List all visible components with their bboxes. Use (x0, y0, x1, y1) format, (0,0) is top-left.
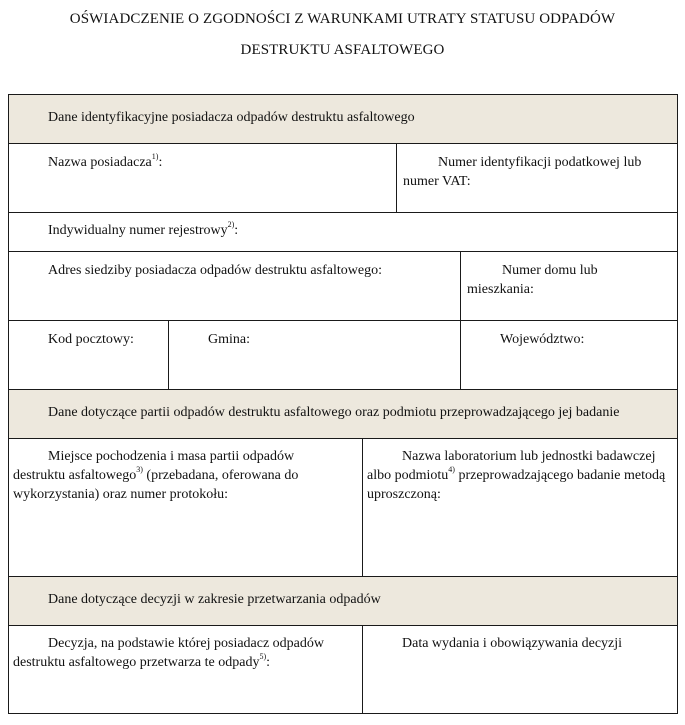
section-header-label: Dane dotyczące partii odpadów destruktu asfaltowego oraz podmiotu przeprowadzającego jej badanie (48, 405, 620, 420)
section-header-label: Dane dotyczące decyzji w zakresie przetwarzania odpadów (48, 592, 381, 607)
tax-id-field[interactable] (396, 143, 678, 213)
footnote-marker: 4) (448, 465, 455, 475)
origin-mass-protocol-field[interactable] (8, 438, 363, 577)
voivodeship-label: Województwo: (500, 332, 585, 347)
address-field[interactable] (8, 251, 461, 321)
decision-date-label: Data wydania i obowiązywania decyzji (402, 636, 623, 651)
house-number-field[interactable] (460, 251, 678, 321)
laboratory-label: Nazwa laboratorium lub jednostki badawczej albo podmiotu$^{4)}$ przeprowadzającego badanie metodą uproszczoną: (367, 449, 666, 502)
section-header-batch-data (8, 389, 678, 439)
tax-id-label: Numer identyfikacji podatkowej lub numer VAT: (403, 155, 642, 189)
footnote-marker: 2) (227, 220, 235, 230)
postal-code-label: Kod pocztowy: (48, 332, 134, 347)
origin-mass-protocol-label: Miejsce pochodzenia i masa partii odpadów destruktu asfaltowego$^{3)}$ (przebadana, oferowana do wykorzystania) oraz numer protokołu: (13, 449, 299, 502)
registration-number-field[interactable] (8, 212, 678, 252)
document-title (0, 4, 685, 66)
title-line-1: OŚWIADCZENIE O ZGODNOŚCI Z WARUNKAMI UTRATY STATUSU ODPADÓW (69, 11, 616, 27)
laboratory-field[interactable] (362, 438, 678, 577)
section-header-label: Dane identyfikacyjne posiadacza odpadów destruktu asfaltowego (48, 110, 415, 125)
house-number-label: Numer domu lub mieszkania: (467, 263, 598, 297)
decision-field[interactable] (8, 625, 363, 714)
municipality-field[interactable] (168, 320, 461, 390)
municipality-label: Gmina: (208, 332, 250, 347)
footnote-marker: 3) (136, 465, 143, 475)
section-header-decision-data (8, 576, 678, 626)
title-line-2: DESTRUKTU ASFALTOWEGO (240, 42, 445, 58)
section-header-holder-data (8, 94, 678, 144)
decision-label: Decyzja, na podstawie której posiadacz odpadów destruktu asfaltowego przetwarza te odpady$^{5)}$: (13, 636, 325, 670)
registration-number-label: Indywidualny numer rejestrowy$^{2)}$: (48, 220, 239, 238)
footnote-marker: 5) (259, 652, 267, 662)
decision-date-field[interactable] (362, 625, 678, 714)
holder-name-field[interactable] (8, 143, 397, 213)
voivodeship-field[interactable] (460, 320, 678, 390)
postal-code-field[interactable] (8, 320, 169, 390)
footnote-marker: 1) (151, 152, 159, 162)
holder-name-label: Nazwa posiadacza$^{1)}$: (48, 152, 163, 170)
address-label: Adres siedziby posiadacza odpadów destruktu asfaltowego: (48, 263, 382, 278)
